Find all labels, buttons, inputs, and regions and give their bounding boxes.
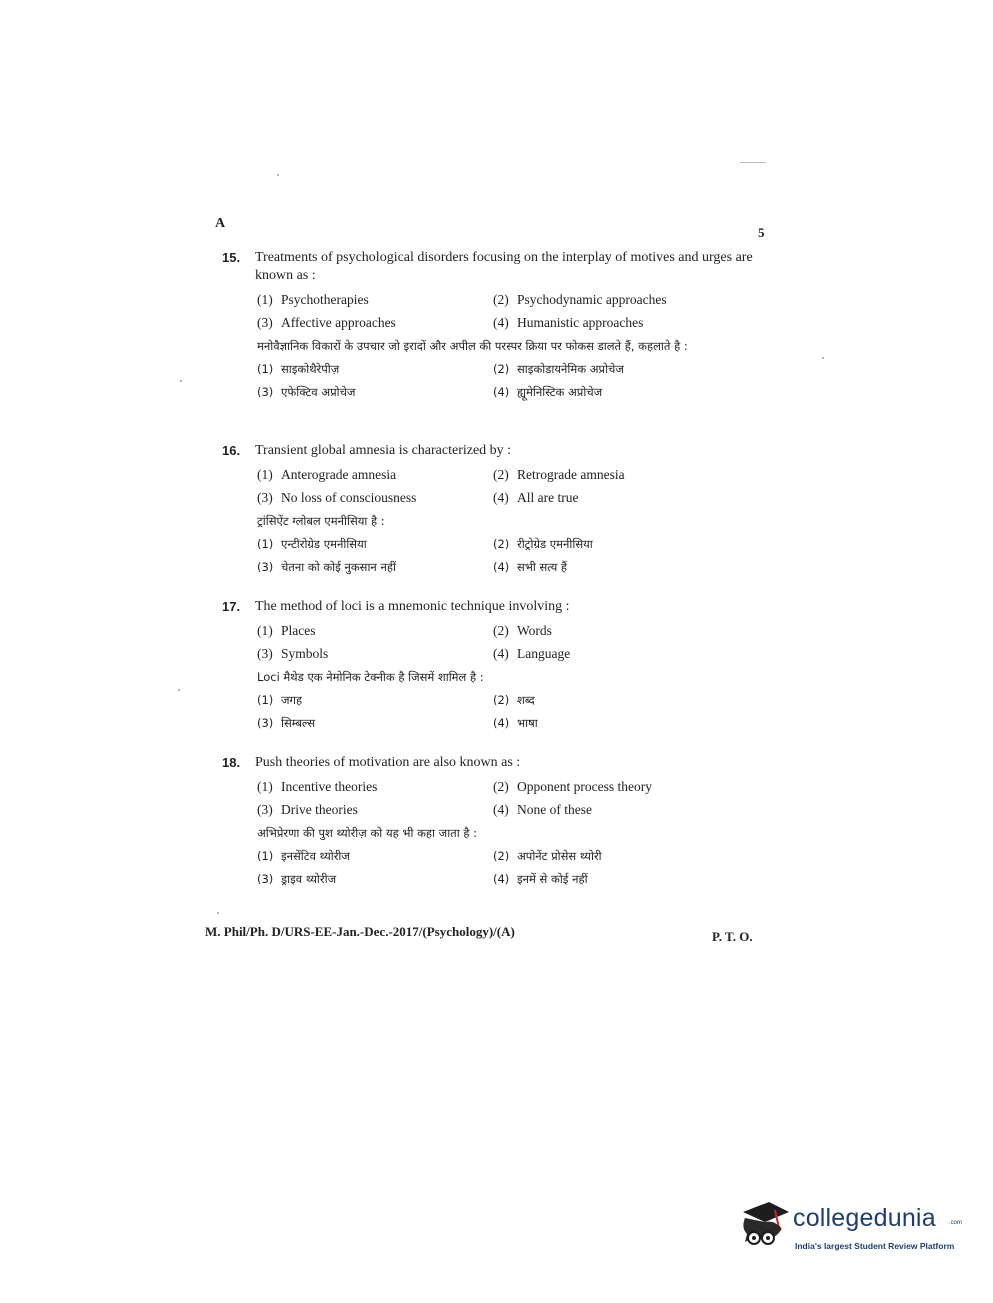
answer-option (493, 779, 767, 795)
answer-option (493, 623, 767, 639)
question-text: Push theories of motivation are also known as : (255, 755, 521, 770)
answer-option (257, 467, 493, 483)
answer-option (257, 646, 493, 662)
question-block (222, 442, 767, 575)
answer-option (257, 490, 493, 506)
option-number: (1) (257, 779, 273, 794)
option-text: Opponent process theory (517, 779, 652, 794)
hindi-answer-option (257, 362, 493, 377)
option-number: (2) (493, 362, 510, 376)
english-options (257, 292, 767, 331)
logo-tagline: India's largest Student Review Platform (795, 1241, 955, 1251)
option-text: Psychodynamic approaches (517, 292, 667, 307)
option-number: (3) (257, 646, 273, 661)
mascot-icon (735, 1198, 795, 1258)
question-block (222, 754, 767, 887)
option-number: (1) (257, 362, 274, 376)
logo-wordmark: collegedunia (793, 1204, 936, 1232)
option-text: Anterograde amnesia (281, 467, 397, 482)
hindi-answer-option (257, 872, 493, 887)
answer-option (493, 292, 767, 308)
answer-option (493, 490, 767, 506)
option-text: चेतना को कोई नुकसान नहीं (281, 560, 396, 574)
answer-option (257, 802, 493, 818)
option-number: (4) (493, 315, 509, 330)
option-text: अपोनेंट प्रोसेस थ्योरी (517, 849, 602, 863)
option-text: साइकोडायनेमिक अप्रोचेज (517, 362, 624, 376)
english-options (257, 623, 767, 662)
option-number: (2) (493, 779, 509, 794)
option-number: (4) (493, 560, 510, 574)
option-text: Affective approaches (281, 315, 396, 330)
option-number: (2) (493, 849, 510, 863)
option-text: ह्यूमेनिस्टिक अप्रोचेज (517, 385, 603, 399)
option-text: ड्राइव थ्योरीज (281, 872, 337, 886)
question-stem (222, 598, 767, 616)
scan-dot (180, 380, 182, 382)
option-number: (4) (493, 872, 510, 886)
option-number: (3) (257, 490, 273, 505)
question-text: Treatments of psychological disorders focusing on the interplay of motives and urges are known as : (255, 250, 753, 283)
hindi-question-text: Loci मैथेड एक नेमोनिक टेक्नीक है जिसमें शामिल है : (257, 670, 484, 684)
option-text: Drive theories (281, 802, 358, 817)
answer-option (257, 779, 493, 795)
option-text: शब्द (517, 693, 535, 707)
option-text: साइकोथैरेपीज़ (281, 362, 340, 376)
option-text: जगह (281, 693, 303, 707)
option-text: एफेक्टिव अप्रोचेज (281, 385, 356, 399)
option-number: (3) (257, 560, 274, 574)
scan-dot (822, 357, 824, 359)
option-number: (2) (493, 467, 509, 482)
hindi-answer-option (493, 385, 767, 400)
option-text: Language (517, 646, 571, 661)
hindi-answer-option (493, 362, 767, 377)
option-number: (4) (493, 646, 509, 661)
option-text: Symbols (281, 646, 329, 661)
series-label: A (215, 216, 226, 231)
answer-option (257, 292, 493, 308)
option-number: (4) (493, 385, 510, 399)
question-number: 16. (222, 443, 241, 458)
hindi-answer-option (257, 537, 493, 552)
english-options (257, 467, 767, 506)
option-text: Retrograde amnesia (517, 467, 625, 482)
question-text: The method of loci is a mnemonic technique involving : (255, 599, 570, 614)
option-number: (3) (257, 716, 274, 730)
hindi-answer-option (257, 693, 493, 708)
option-number: (4) (493, 490, 509, 505)
option-number: (4) (493, 716, 510, 730)
pto-label: P. T. O. (712, 929, 753, 944)
option-text: No loss of consciousness (281, 490, 417, 505)
hindi-answer-option (493, 560, 767, 575)
hindi-options (257, 362, 767, 400)
question-block (222, 249, 767, 400)
option-text: एन्टीरोग्रेड एमनीसिया (281, 537, 367, 551)
option-number: (2) (493, 693, 510, 707)
option-number: (1) (257, 849, 274, 863)
option-text: None of these (517, 802, 592, 817)
option-number: (2) (493, 292, 509, 307)
hindi-answer-option (257, 849, 493, 864)
question-number: 18. (222, 755, 241, 770)
option-text: इनमें से कोई नहीं (517, 872, 588, 886)
option-number: (2) (493, 537, 510, 551)
hindi-answer-option (257, 560, 493, 575)
question-text: Transient global amnesia is characterized by : (255, 443, 512, 458)
question-block (222, 598, 767, 731)
option-text: रीट्रोग्रेड एमनीसिया (517, 537, 593, 551)
answer-option (493, 467, 767, 483)
logo-suffix: .com (949, 1220, 963, 1226)
collegedunia-logo (735, 1198, 963, 1260)
option-number: (3) (257, 802, 273, 817)
option-text: All are true (517, 490, 579, 505)
hindi-options (257, 849, 767, 887)
answer-option (493, 315, 767, 331)
option-text: Incentive theories (281, 779, 378, 794)
option-text: Words (517, 623, 552, 638)
option-text: भाषा (517, 716, 538, 730)
hindi-question-text: अभिप्रेरणा की पुश थ्योरीज़ को यह भी कहा जाता है : (257, 826, 478, 840)
english-options (257, 779, 767, 818)
hindi-options (257, 693, 767, 731)
hindi-question-text: ट्रांसिऐंट ग्लोबल एमनीसिया है : (257, 514, 385, 528)
page-number: 5 (758, 225, 765, 240)
answer-option (257, 623, 493, 639)
option-number: (2) (493, 623, 509, 638)
option-text: सिम्बल्स (281, 716, 316, 730)
hindi-answer-option (257, 385, 493, 400)
hindi-answer-option (493, 849, 767, 864)
option-number: (3) (257, 385, 274, 399)
scan-mark (740, 162, 766, 163)
hindi-answer-option (493, 872, 767, 887)
scan-dot (277, 174, 279, 176)
scan-dot (178, 689, 180, 691)
question-stem (222, 442, 767, 460)
option-text: Humanistic approaches (517, 315, 644, 330)
hindi-question-text: मनोवैज्ञानिक विकारों के उपचार जो इरादों और अपील की परस्पर क्रिया पर फोकस डालते हैं, कहलाते है : (257, 339, 688, 353)
question-number: 17. (222, 599, 241, 614)
hindi-answer-option (493, 693, 767, 708)
option-text: सभी सत्य हैं (517, 560, 568, 574)
option-number: (1) (257, 537, 274, 551)
hindi-answer-option (493, 537, 767, 552)
option-number: (1) (257, 623, 273, 638)
hindi-options (257, 537, 767, 575)
option-number: (4) (493, 802, 509, 817)
answer-option (493, 646, 767, 662)
option-number: (1) (257, 467, 273, 482)
hindi-answer-option (493, 716, 767, 731)
answer-option (493, 802, 767, 818)
question-number: 15. (222, 250, 241, 265)
hindi-answer-option (257, 716, 493, 731)
option-number: (1) (257, 292, 273, 307)
answer-option (257, 315, 493, 331)
scan-dot (217, 912, 219, 914)
option-text: Places (281, 623, 316, 638)
question-stem (222, 249, 767, 285)
option-text: Psychotherapies (281, 292, 369, 307)
option-number: (3) (257, 315, 273, 330)
option-text: इनसेंटिव थ्योरीज (281, 849, 350, 863)
question-stem (222, 754, 767, 772)
option-number: (1) (257, 693, 274, 707)
option-number: (3) (257, 872, 274, 886)
paper-code: M. Phil/Ph. D/URS-EE-Jan.-Dec.-2017/(Psychology)/(A) (205, 924, 515, 939)
